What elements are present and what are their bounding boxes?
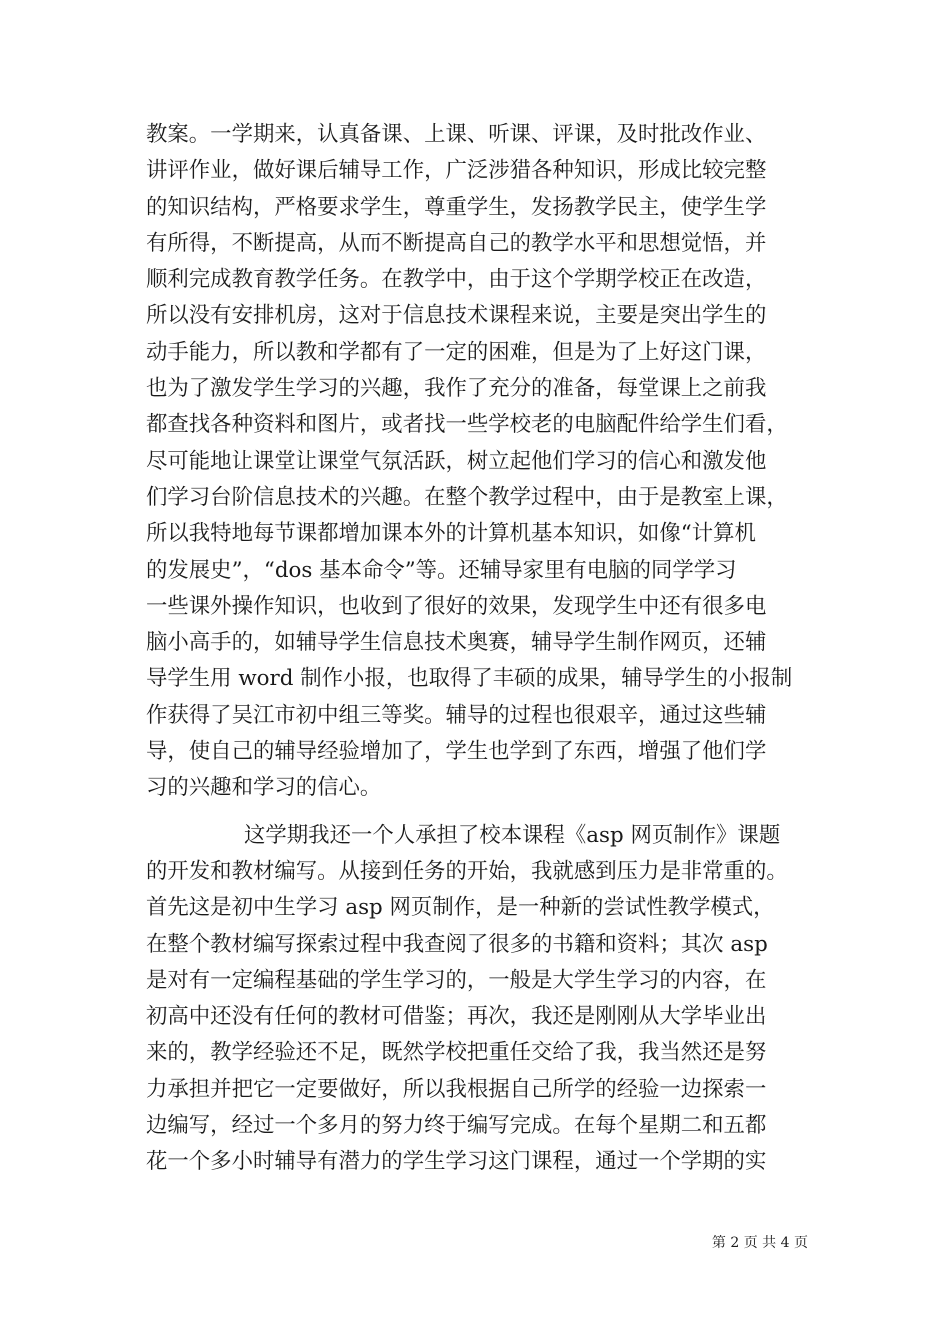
body-text bbox=[146, 117, 810, 1181]
paragraph-gap bbox=[146, 807, 810, 818]
page-number-footer: 第 2 页 共 4 页 bbox=[711, 1235, 808, 1251]
text-line: 尽可能地让课堂让课堂气氛活跃，树立起他们学习的信心和激发他 bbox=[146, 448, 767, 474]
text-line: 初高中还没有任何的教材可借鉴；再次，我还是刚刚从大学毕业出 bbox=[146, 1004, 767, 1030]
text-line: 作获得了吴江市初中组三等奖。辅导的过程也很艰辛，通过这些辅 bbox=[146, 702, 767, 728]
text-line: 所以我特地每节课都增加课本外的计算机基本知识，如像“计算机 bbox=[146, 521, 756, 547]
text-line: 边编写，经过一个多月的努力终于编写完成。在每个星期二和五都 bbox=[146, 1113, 767, 1139]
text-line: 习的兴趣和学习的信心。 bbox=[146, 775, 382, 801]
text-line: 脑小高手的，如辅导学生信息技术奥赛，辅导学生制作网页，还辅 bbox=[146, 630, 767, 656]
text-line: 顺利完成教育教学任务。在教学中，由于这个学期学校正在改造， bbox=[146, 267, 767, 293]
text-line: 也为了激发学生学习的兴趣，我作了充分的准备，每堂课上之前我 bbox=[146, 376, 767, 402]
text-line: 导学生用 word 制作小报，也取得了丰硕的成果，辅导学生的小报制 bbox=[146, 666, 793, 692]
text-line: 花一个多小时辅导有潜力的学生学习这门课程，通过一个学期的实 bbox=[146, 1149, 767, 1175]
text-line: 来的，教学经验还不足，既然学校把重任交给了我，我当然还是努 bbox=[146, 1040, 767, 1066]
text-line: 讲评作业，做好课后辅导工作，广泛涉猎各种知识，形成比较完整 bbox=[146, 158, 767, 184]
text-line: 动手能力，所以教和学都有了一定的困难，但是为了上好这门课， bbox=[146, 339, 767, 365]
paragraph-2 bbox=[146, 818, 810, 1181]
text-line: 的发展史”，“dos 基本命令”等。还辅导家里有电脑的同学学习 bbox=[146, 557, 737, 583]
text-line: 是对有一定编程基础的学生学习的，一般是大学生学习的内容，在 bbox=[146, 967, 767, 993]
text-line: 一些课外操作知识，也收到了很好的效果，发现学生中还有很多电 bbox=[146, 593, 767, 619]
text-line: 教案。一学期来，认真备课、上课、听课、评课，及时批改作业、 bbox=[146, 122, 767, 147]
text-line: 导，使自己的辅导经验增加了，学生也学到了东西，增强了他们学 bbox=[146, 739, 767, 765]
text-line: 的开发和教材编写。从接到任务的开始，我就感到压力是非常重的。 bbox=[146, 858, 788, 884]
text-line: 首先这是初中生学习 asp 网页制作，是一种新的尝试性教学模式， bbox=[146, 895, 775, 921]
text-line: 都查找各种资料和图片，或者找一些学校老的电脑配件给学生们看， bbox=[146, 412, 788, 438]
text-line: 的知识结构，严格要求学生，尊重学生，发扬教学民主，使学生学 bbox=[146, 194, 767, 220]
paragraph-1 bbox=[146, 117, 810, 807]
text-line: 们学习台阶信息技术的兴趣。在整个教学过程中，由于是教室上课， bbox=[146, 484, 788, 510]
text-line: 力承担并把它一定要做好，所以我根据自己所学的经验一边探索一 bbox=[146, 1076, 767, 1102]
text-line: 所以没有安排机房，这对于信息技术课程来说，主要是突出学生的 bbox=[146, 303, 767, 329]
text-line: 有所得，不断提高，从而不断提高自己的教学水平和思想觉悟，并 bbox=[146, 230, 767, 256]
text-line-indented: 这学期我还一个人承担了校本课程《asp 网页制作》课题 bbox=[244, 822, 781, 848]
text-line: 在整个教材编写探索过程中我查阅了很多的书籍和资料；其次 asp bbox=[146, 931, 768, 957]
